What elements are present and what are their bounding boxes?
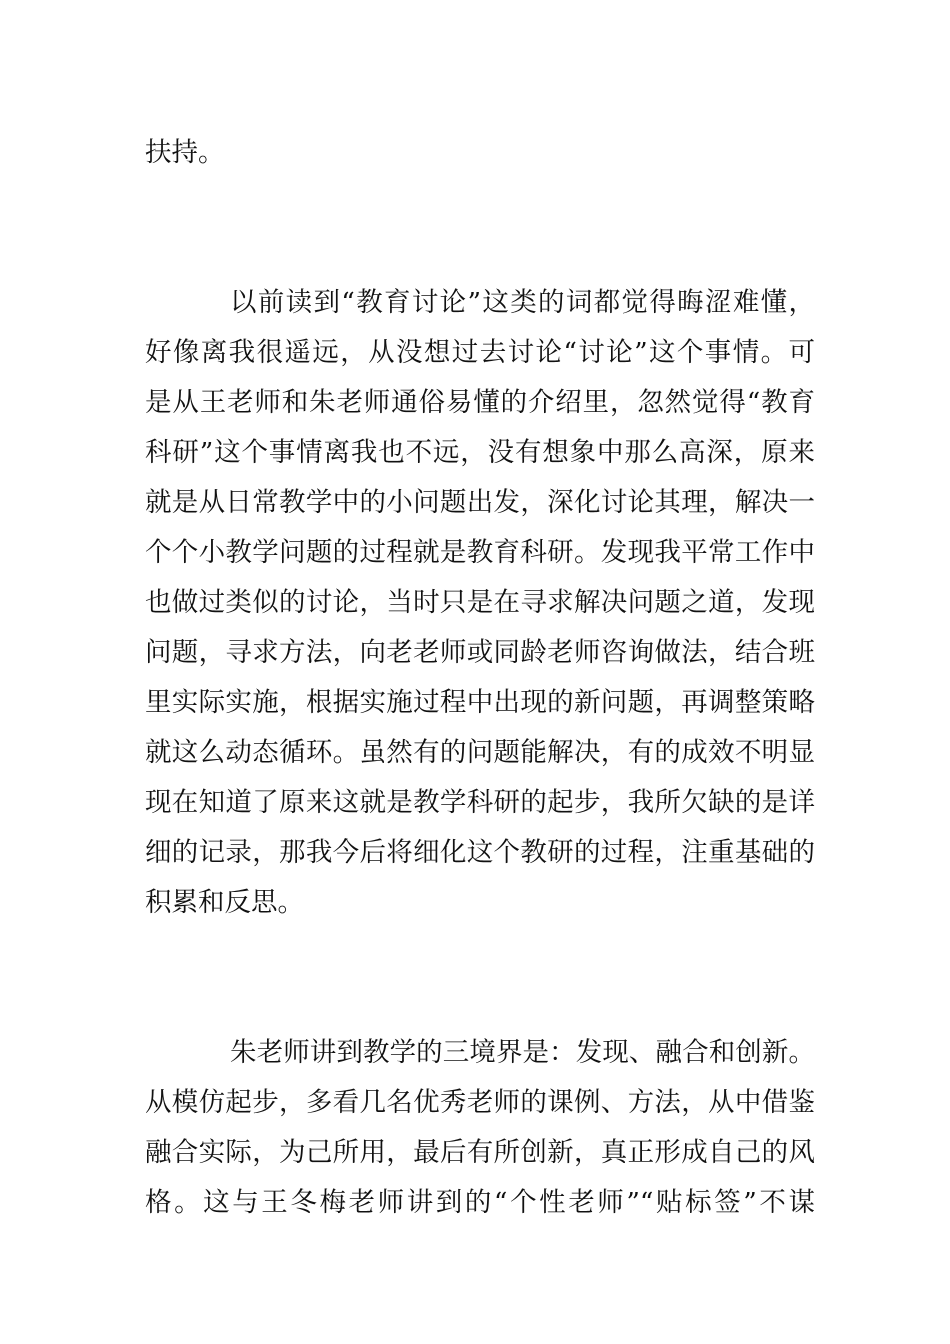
paragraph-2-line-1: 以前读到“教育讨论”这类的词都觉得晦涩难懂， xyxy=(230,287,815,318)
paragraph-2-line-4: 科研”这个事情离我也不远，没有想象中那么高深，原来 xyxy=(145,437,815,468)
paragraph-2-line-7: 也做过类似的讨论，当时只是在寻求解决问题之道，发现 xyxy=(145,587,815,618)
paragraph-2-line-11: 现在知道了原来这就是教学科研的起步，我所欠缺的是详 xyxy=(145,787,815,818)
paragraph-2-line-13: 积累和反思。 xyxy=(145,887,304,918)
paragraph-3-line-4: 格。这与王冬梅老师讲到的“个性老师”“贴标签”不谋 xyxy=(145,1187,815,1218)
paragraph-2-line-8: 问题，寻求方法，向老老师或同龄老师咨询做法，结合班 xyxy=(145,637,815,668)
paragraph-2-line-10: 就这么动态循环。虽然有的问题能解决，有的成效不明显 xyxy=(145,737,815,768)
paragraph-3-line-3: 融合实际，为己所用，最后有所创新，真正形成自己的风 xyxy=(145,1137,815,1168)
paragraph-3-line-2: 从模仿起步，多看几名优秀老师的课例、方法，从中借鉴 xyxy=(145,1087,815,1118)
paragraph-2-line-2: 好像离我很遥远，从没想过去讨论“讨论”这个事情。可 xyxy=(145,337,815,368)
paragraph-2-line-6: 个个小教学问题的过程就是教育科研。发现我平常工作中 xyxy=(145,537,815,568)
paragraph-2-line-9: 里实际实施，根据实施过程中出现的新问题，再调整策略 xyxy=(145,687,815,718)
paragraph-3-line-1: 朱老师讲到教学的三境界是：发现、融合和创新。 xyxy=(230,1037,815,1068)
paragraph-2-line-3: 是从王老师和朱老师通俗易懂的介绍里，忽然觉得“教育 xyxy=(145,387,815,418)
paragraph-2-line-12: 细的记录，那我今后将细化这个教研的过程，注重基础的 xyxy=(145,837,815,868)
paragraph-2-line-5: 就是从日常教学中的小问题出发，深化讨论其理，解决一 xyxy=(145,487,815,518)
paragraph-1-line-1: 扶持。 xyxy=(145,137,225,168)
